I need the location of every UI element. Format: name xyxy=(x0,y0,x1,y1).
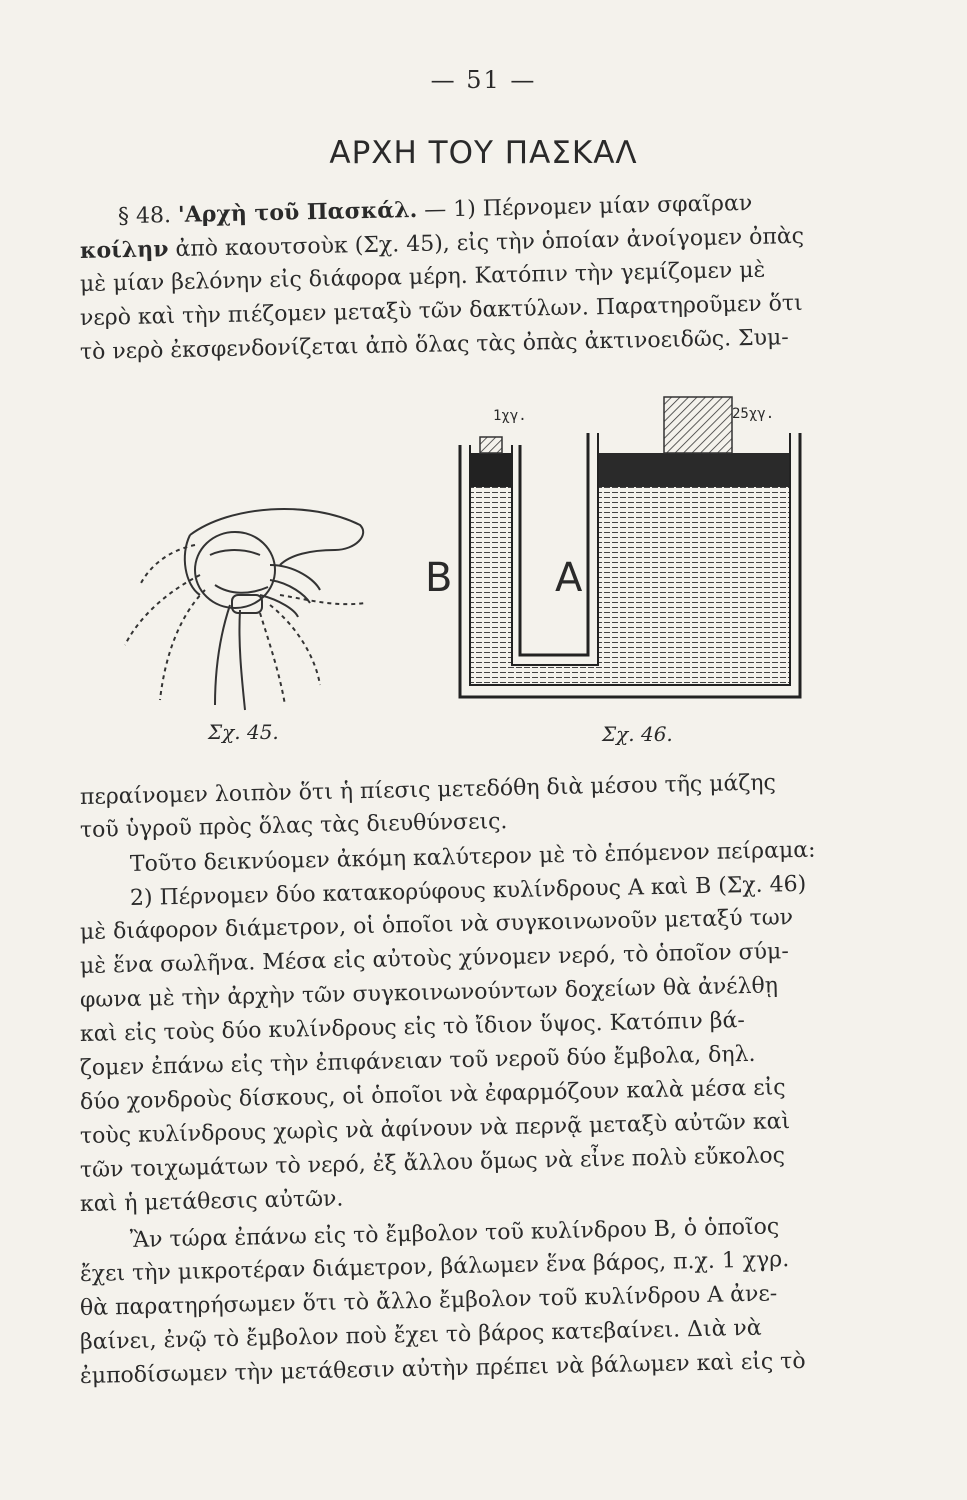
page-number: — 51 — xyxy=(430,66,537,94)
cylinder-a-water xyxy=(598,485,790,685)
body-line: ἐμποδίσωμεν τὴν μετάθεσιν αὐτὴν πρέπει νὰ βάλωμεν καὶ εἰς τὸ xyxy=(79,1348,806,1389)
body-line: μὲ ἕνα σωλῆνα. Μέσα εἰς αὐτοὺς χύνομεν νερό, τὸ ὁποῖον σύμ- xyxy=(79,939,790,979)
para1-line-3: μὲ μίαν βελόνην εἰς διάφορα μέρη. Κατόπιν τὴν γεμίζομεν μὲ xyxy=(79,257,766,297)
body-line: Τοῦτο δεικνύομεν ἀκόμη καλύτερον μὲ τὸ ἑπόμενον πείραμα: xyxy=(129,837,816,877)
para1-line2-text: ἀπὸ καουτσοὺκ (Σχ. 45), εἰς τὴν ὁποίαν ἀνοίγομεν ὀπὰς xyxy=(168,223,805,263)
para1-line2-bold: κοίλην xyxy=(79,236,169,264)
section-heading: 'Αρχὴ τοῦ Πασκάλ. xyxy=(177,196,418,228)
body-line: ἔχει τὴν μικροτέραν διάμετρον, βάλωμεν ἕνα βάρος, π.χ. 1 χγρ. xyxy=(79,1247,790,1287)
body-line: τοὺς κυλίνδρους χωρὶς νὰ ἀφίνουν νὰ περνᾷ μεταξὺ αὐτῶν καὶ xyxy=(79,1109,791,1149)
figure-45-hand-sphere xyxy=(120,495,380,715)
cylinder-a-label: A xyxy=(555,555,583,601)
body-line: τῶν τοιχωμάτων τὸ νερό, ἐξ ἄλλου ὅμως νὰ εἶνε πολὺ εὔκολος xyxy=(79,1143,786,1183)
section-number: § 48. xyxy=(117,203,172,230)
connecting-pipe-water xyxy=(512,665,598,685)
body-line: βαίνει, ἐνῷ τὸ ἔμβολον ποὺ ἔχει τὸ βάρος κατεβαίνει. Διὰ νὰ xyxy=(79,1315,762,1355)
weight-small-label: 1χγ. xyxy=(493,408,527,424)
page-title: ΑΡΧΗ ΤΟΥ ΠΑΣΚΑΛ xyxy=(329,135,638,171)
body-line: 2) Πέρνομεν δύο κατακορύφους κυλίνδρους Α καὶ Β (Σχ. 46) xyxy=(129,871,807,911)
body-line: Ἂν τώρα ἐπάνω εἰς τὸ ἔμβολον τοῦ κυλίνδρου Β, ὁ ὁποῖος xyxy=(129,1214,780,1253)
para1-line-4: νερὸ καὶ τὴν πιέζομεν μεταξὺ τῶν δακτύλων. Παρατηροῦμεν ὅτι xyxy=(79,290,803,331)
body-line: δύο χονδροὺς δίσκους, οἱ ὁποῖοι νὰ ἐφαρμόζουν καλὰ μέσα εἰς xyxy=(79,1075,786,1115)
weight-1kg xyxy=(480,437,502,453)
cylinder-b-label: B xyxy=(425,555,453,601)
body-line: καὶ ἡ μετάθεσις αὐτῶν. xyxy=(79,1186,344,1217)
body-line: ζομεν ἐπάνω εἰς τὴν ἐπιφάνειαν τοῦ νεροῦ δύο ἔμβολα, δηλ. xyxy=(79,1041,756,1081)
body-line: φωνα μὲ τὴν ἀρχὴν τῶν συγκοινωνούντων δοχείων θὰ ἀνέλθῃ xyxy=(79,973,779,1013)
para1-line-5: τὸ νερὸ ἐκσφενδονίζεται ἀπὸ ὅλας τὰς ὀπὰς ἀκτινοειδῶς. Συμ- xyxy=(79,325,789,365)
piston-b xyxy=(470,453,512,487)
weight-large-label: 25χγ. xyxy=(732,406,775,422)
weight-25kg xyxy=(664,397,732,453)
figure-45-caption: Σχ. 45. xyxy=(208,720,279,744)
figure-46-caption: Σχ. 46. xyxy=(602,722,673,746)
body-line: μὲ διάφορον διάμετρον, οἱ ὁποῖοι νὰ συγκοινωνοῦν μεταξύ των xyxy=(79,905,794,945)
figure-46-communicating-vessels xyxy=(420,385,840,710)
piston-a xyxy=(598,453,790,487)
body-line: περαίνομεν λοιπὸν ὅτι ἡ πίεσις μετεδόθη διὰ μέσου τῆς μάζης xyxy=(79,770,777,810)
body-line: τοῦ ὑγροῦ πρὸς ὅλας τὰς διευθύνσεις. xyxy=(79,809,508,843)
cylinder-b-water xyxy=(470,485,512,685)
body-line: θὰ παρατηρήσωμεν ὅτι τὸ ἄλλο ἔμβολον τοῦ κυλίνδρου Α ἀνε- xyxy=(79,1281,778,1321)
body-line: καὶ εἰς τοὺς δύο κυλίνδρους εἰς τὸ ἴδιον ὕψος. Κατόπιν βά- xyxy=(79,1008,746,1047)
para1-line1-text: — 1) Πέρνομεν μίαν σφαῖραν xyxy=(417,190,753,223)
